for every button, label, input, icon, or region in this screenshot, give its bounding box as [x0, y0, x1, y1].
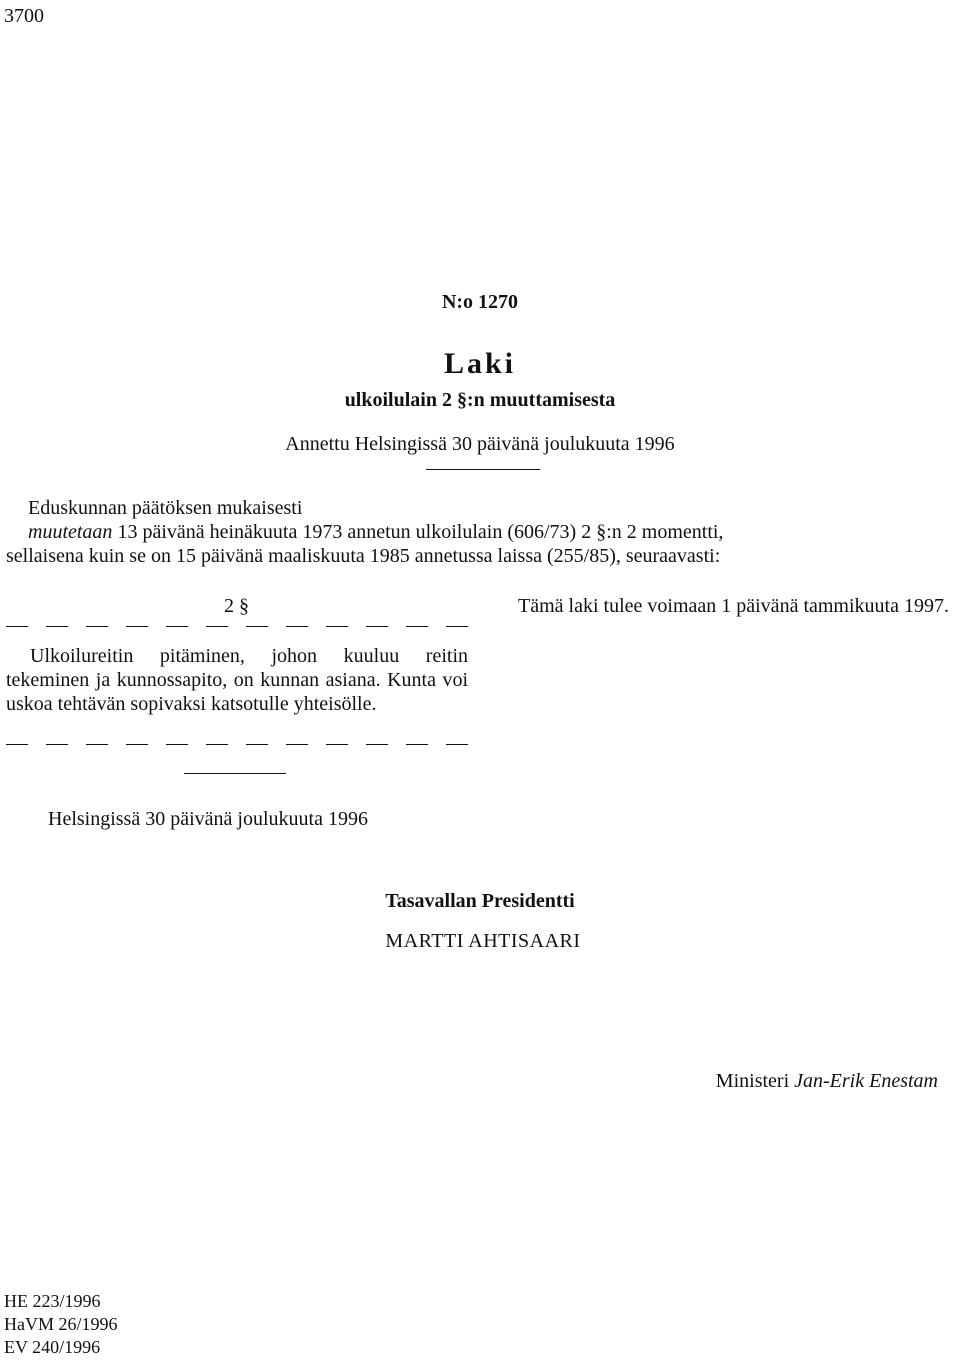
place-date: Helsingissä 30 päivänä joulukuuta 1996 [48, 808, 368, 830]
law-title: Laki [443, 347, 517, 380]
preamble-line-1: Eduskunnan päätöksen mukaisesti [28, 497, 303, 519]
section-end-rule [184, 773, 286, 774]
countersignature [716, 1069, 938, 1093]
issued-line: Annettu Helsingissä 30 päivänä joulukuuta 1996 [285, 433, 675, 455]
section-body: Ulkoilureitin pitäminen, johon kuuluu reitin tekeminen ja kunnossapito, on kunnan asiana. Kunta voi uskoa tehtävän sopivaksi katsotulle yhteisölle. [6, 645, 468, 715]
page-number: 3700 [4, 5, 44, 27]
minister-name: Jan-Erik Enestam [794, 1070, 938, 1092]
reference-havm: HaVM 26/1996 [4, 1314, 118, 1334]
president-name: MARTTI AHTISAARI [385, 930, 581, 952]
preamble-line-2 [28, 520, 723, 544]
omission-dashes-bottom [6, 744, 468, 745]
preamble-line-3: sellaisena kuin se on 15 päivänä maaliskuuta 1985 annetussa laissa (255/85), seuraavasti: [6, 545, 721, 567]
section-heading: 2 § [224, 595, 249, 617]
preamble-verb: muutetaan [28, 521, 113, 543]
omission-dashes-top [6, 626, 468, 627]
reference-ev: EV 240/1996 [4, 1337, 101, 1357]
law-subtitle: ulkoilulain 2 §:n muuttamisesta [344, 389, 616, 411]
president-title: Tasavallan Presidentti [385, 890, 575, 912]
entry-into-force: Tämä laki tulee voimaan 1 päivänä tammikuuta 1997. [518, 595, 949, 617]
preamble-line-2-rest: 13 päivänä heinäkuuta 1973 annetun ulkoilulain (606/73) 2 §:n 2 momentti, [112, 521, 724, 543]
minister-title: Ministeri [715, 1070, 790, 1092]
header-rule [426, 469, 540, 470]
reference-list [4, 1290, 118, 1359]
statute-number: N:o 1270 [441, 291, 519, 313]
reference-he: HE 223/1996 [4, 1291, 101, 1311]
